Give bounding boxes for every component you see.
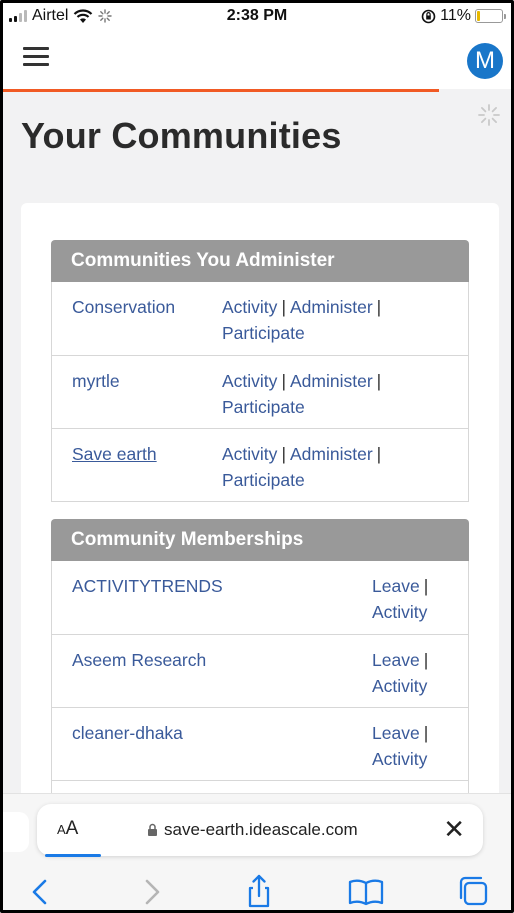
loading-spinner-icon: [477, 103, 501, 127]
table-row: [52, 561, 468, 634]
community-name-link[interactable]: myrtle: [72, 371, 120, 391]
admin-communities-section: [51, 240, 469, 502]
row-actions: Activity | Administer | Participate: [222, 297, 382, 343]
page-load-progress: [3, 89, 439, 92]
participate-link[interactable]: Participate: [222, 323, 305, 343]
browser-bottom-bar: [3, 793, 511, 913]
activity-link[interactable]: Activity: [372, 749, 428, 769]
browser-toolbar: [3, 872, 511, 912]
activity-link[interactable]: Activity: [222, 297, 278, 317]
close-icon[interactable]: ✕: [443, 814, 465, 844]
table-row: [52, 428, 468, 501]
address-bar[interactable]: [37, 804, 483, 856]
table-row: [52, 282, 468, 355]
carrier-label: Airtel: [32, 7, 69, 24]
row-actions: Activity | Administer | Participate: [222, 371, 382, 417]
community-name-link[interactable]: Conservation: [72, 297, 176, 317]
page-load-indicator: [45, 854, 101, 857]
page-title: Your Communities: [21, 115, 342, 156]
lock-icon: [147, 823, 158, 837]
tabs-icon[interactable]: [455, 872, 495, 912]
admin-communities-list: [51, 282, 469, 502]
activity-link[interactable]: Activity: [372, 602, 428, 622]
participate-link[interactable]: Participate: [222, 470, 305, 490]
url-text: save-earth.ideascale.com: [164, 820, 358, 839]
menu-icon[interactable]: [23, 47, 49, 67]
community-name-link[interactable]: cleaner-dhaka: [72, 723, 183, 743]
status-bar: [3, 3, 511, 31]
row-actions: Leave | Activity: [372, 650, 429, 696]
battery-icon: [475, 9, 503, 23]
forward-icon[interactable]: [131, 872, 171, 912]
section-header: Community Memberships: [51, 519, 469, 561]
table-row: [52, 634, 468, 707]
participate-link[interactable]: Participate: [222, 397, 305, 417]
administer-link[interactable]: Administer: [289, 444, 373, 464]
row-actions: Leave | Activity: [372, 723, 429, 769]
activity-link[interactable]: Activity: [222, 371, 278, 391]
leave-link[interactable]: Leave: [372, 650, 420, 670]
community-name-link[interactable]: Aseem Research: [72, 650, 207, 670]
previous-tab-preview[interactable]: [3, 812, 29, 852]
leave-link[interactable]: Leave: [372, 723, 420, 743]
status-right: [421, 7, 503, 25]
status-time: 2:38 PM: [226, 7, 288, 24]
back-icon[interactable]: [21, 872, 61, 912]
orientation-lock-icon: [421, 9, 436, 24]
row-actions: Activity | Administer | Participate: [222, 444, 382, 490]
share-icon[interactable]: [239, 872, 279, 912]
table-row: [52, 355, 468, 428]
administer-link[interactable]: Administer: [289, 371, 373, 391]
administer-link[interactable]: Administer: [289, 297, 373, 317]
row-actions: Leave | Activity: [372, 576, 429, 622]
app-header: [3, 31, 511, 89]
battery-percent: 11%: [440, 7, 471, 24]
table-row: [52, 707, 468, 780]
bookmarks-icon[interactable]: [346, 872, 386, 912]
community-name-link[interactable]: Save earth: [72, 444, 157, 464]
activity-link[interactable]: Activity: [222, 444, 278, 464]
activity-link[interactable]: Activity: [372, 676, 428, 696]
community-name-link[interactable]: ACTIVITYTRENDS: [72, 576, 223, 596]
text-size-button[interactable]: AA: [57, 818, 79, 839]
avatar[interactable]: M: [467, 43, 503, 79]
section-header: Communities You Administer: [51, 240, 469, 282]
url-display[interactable]: [147, 820, 358, 840]
leave-link[interactable]: Leave: [372, 576, 420, 596]
